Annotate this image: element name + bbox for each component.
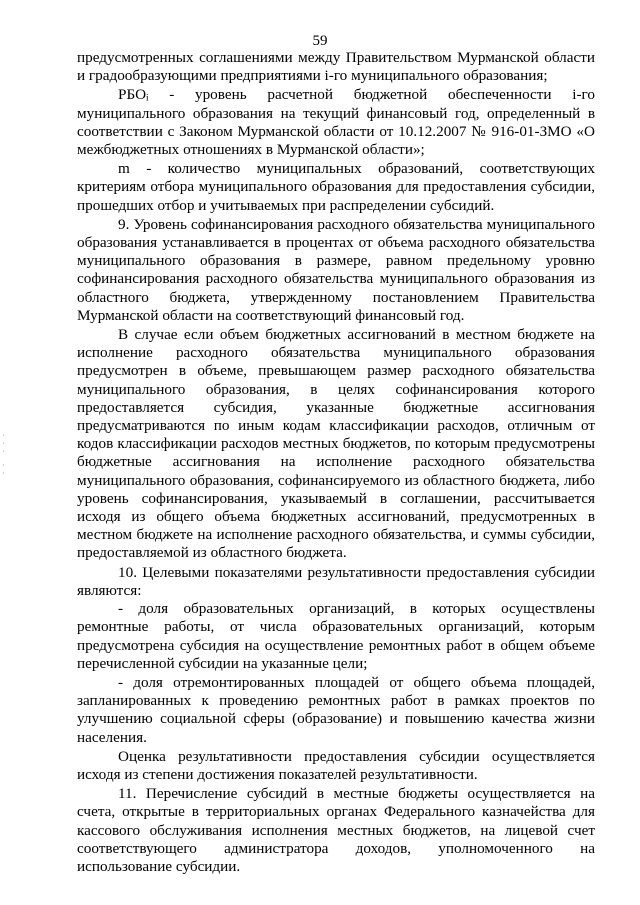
paragraph-indicator-2: - доля отремонтированных площадей от общего объема площадей, запланированных к проведению ремонтных работ в рамках проектов по улучшению социальной сферы (образование) и повышению качества жизни населения. [77, 673, 595, 746]
paragraph-item-9: 9. Уровень софинансирования расходного обязательства муниципального образования устанавливается в процентах от объема расходного обязательства муниципального образования в размере, равном предельному уровню софинансирования расходного обязательства муниципального образования из областного бюджета, утвержденному постановлением Правительства Мурманской области на соответствующий финансовый год. [77, 215, 595, 324]
margin-mark-decoration: · · [2, 461, 5, 478]
paragraph-m-definition: m - количество муниципальных образований, соответствующих критериям отбора муниципального образования для предоставления субсидии, прошедших отбор и учитываемых при распределении субсидий. [77, 160, 595, 214]
document-body [77, 49, 595, 876]
paragraph-continuation: предусмотренных соглашениями между Правительством Мурманской области и градообразующими предприятиями i-го муниципального образования; [77, 49, 595, 85]
paragraph-budget-allocation: В случае если объем бюджетных ассигнований в местном бюджете на исполнение расходного обязательства муниципального образования предусмотрен в объеме, превышающем размер расходного обязательства муниципального образования, в целях софинансирования которого предоставляется субсидия, указанные бюджетные ассигнования предусматриваются по иным кодам классификации расходов, отличным от кодов классификации расходов местных бюджетов, по которым предусмотрены бюджетные ассигнования на исполнение расходного обязательства муниципального образования, софинансируемого из областного бюджета, либо уровень софинансирования, указываемый в соглашении, рассчитывается исходя из общего объема бюджетных ассигнований, предусмотренных в местном бюджете на исполнение расходного обязательства, и суммы субсидии, предоставляемой из областного бюджета. [77, 326, 595, 562]
paragraph-indicator-1: - доля образовательных организаций, в которых осуществлены ремонтные работы, от числа образовательных организаций, которым предусмотрена субсидия на осуществление ремонтных работ в общем объеме перечисленной субсидии на указанные цели; [77, 600, 595, 672]
paragraph-item-10: 10. Целевыми показателями результативности предоставления субсидии являются: [77, 563, 595, 599]
paragraph-rbo-definition: РБОᵢ - уровень расчетной бюджетной обеспеченности i-го муниципального образования на текущий финансовый год, определенный в соответствии с Законом Мурманской области от 10.12.2007 № 916-01-ЗМО «О межбюджетных отношениях в Мурманской области»; [77, 86, 595, 159]
paragraph-evaluation: Оценка результативности предоставления субсидии осуществляется исходя из степени достижения показателей результативности. [77, 747, 595, 783]
margin-mark-decoration: · · · [2, 431, 5, 456]
page-number: 59 [312, 33, 328, 49]
paragraph-item-11: 11. Перечисление субсидий в местные бюджеты осуществляется на счета, открытые в территориальных органах Федерального казначейства для кассового обслуживания исполнения местных бюджетов, на лицевой счет соответствующего администратора доходов, уполномоченного на использование субсидии. [77, 785, 595, 875]
